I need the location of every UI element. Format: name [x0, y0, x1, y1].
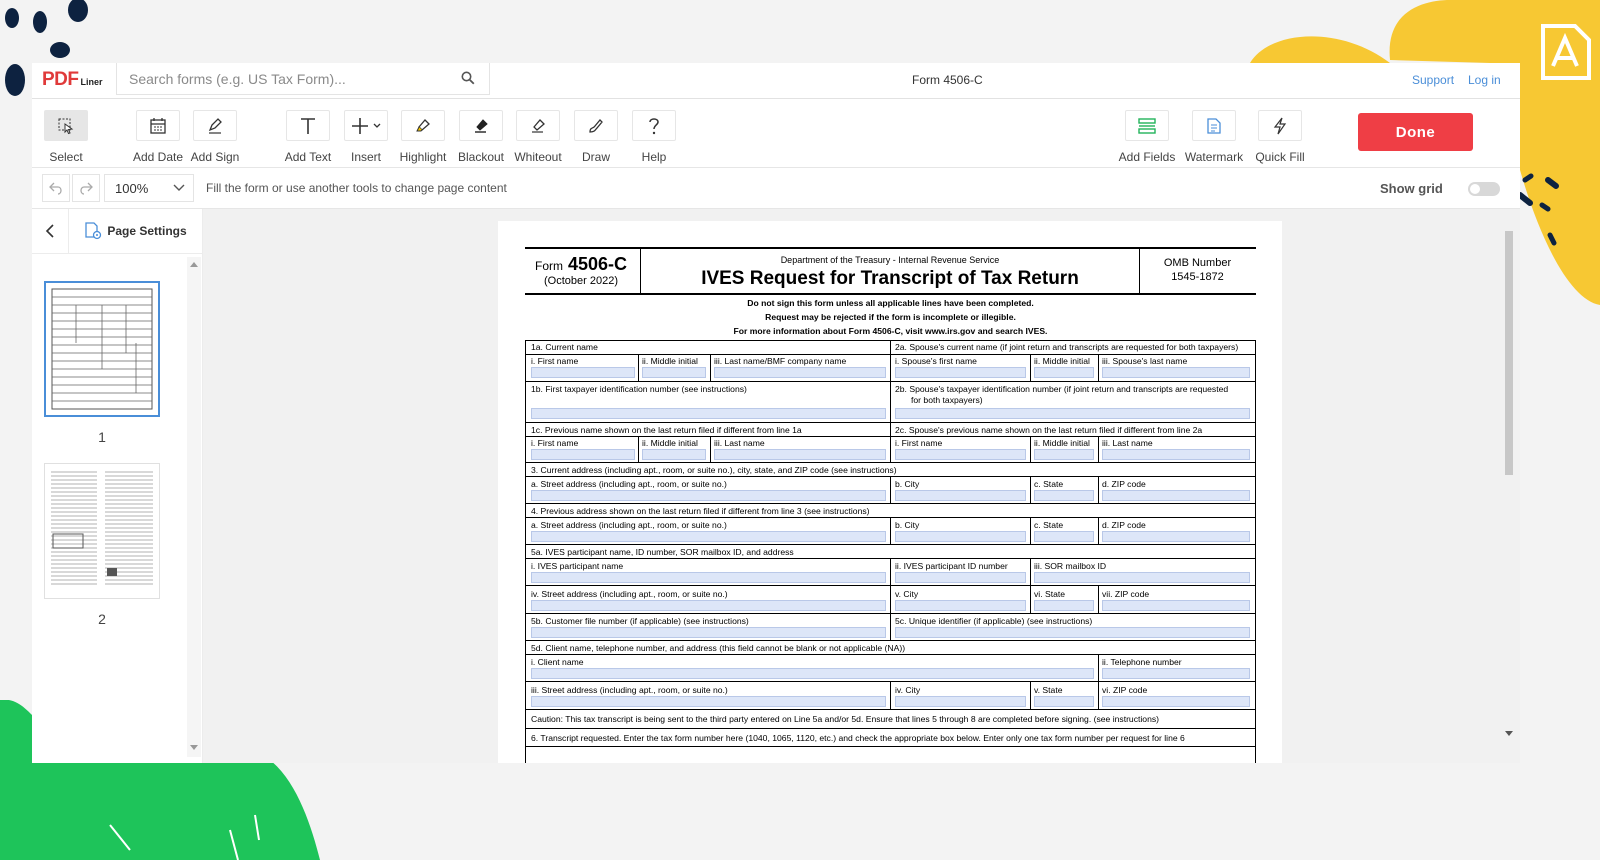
show-grid-label: Show grid [1380, 181, 1443, 196]
tool-label: Insert [350, 150, 381, 164]
document-page[interactable] [498, 221, 1282, 763]
label-3c: c. State [1034, 479, 1064, 489]
label-1b: 1b. First taxpayer identification number (see instructions) [531, 384, 747, 394]
client-zip-field[interactable] [1102, 696, 1250, 707]
current-zip-field[interactable] [1102, 490, 1250, 501]
previous-zip-field[interactable] [1102, 531, 1250, 542]
collapse-sidebar-button[interactable] [32, 209, 69, 254]
ives-street-field[interactable] [531, 600, 886, 611]
form-title: IVES Request for Transcript of Tax Return [701, 268, 1079, 289]
label-middle-initial: ii. Middle initial [642, 356, 698, 366]
omb-number: 1545-1872 [1171, 271, 1224, 283]
label-2b-cont: for both taxpayers) [911, 395, 983, 405]
label-2c: 2c. Spouse's previous name shown on the last return filed if different from line 2a [895, 425, 1203, 435]
text-icon [298, 116, 318, 136]
notice-3: For more information about Form 4506-C, visit www.irs.gov and search IVES. [733, 326, 1048, 336]
document-canvas [203, 209, 1520, 763]
ives-id-field[interactable] [895, 572, 1026, 583]
label-5c: 5c. Unique identifier (if applicable) (see instructions) [895, 616, 1093, 626]
login-link[interactable]: Log in [1468, 73, 1501, 87]
zoom-select[interactable] [104, 174, 194, 202]
label-2a: 2a. Spouse's current name (if joint return and transcripts are requested for both taxpayers) [895, 342, 1239, 352]
top-header [32, 63, 1520, 99]
label-ives-id: ii. IVES participant ID number [895, 561, 1008, 571]
telephone-field[interactable] [1102, 668, 1250, 679]
calendar-icon [149, 117, 167, 135]
add-fields-tool[interactable] [1117, 110, 1177, 164]
department-text: Department of the Treasury - Internal Revenue Service [780, 255, 1000, 265]
label-5a: 5a. IVES participant name, ID number, SOR mailbox ID, and address [531, 547, 794, 557]
label-client-street: iii. Street address (including apt., room, or suite no.) [531, 685, 728, 695]
client-name-field[interactable] [531, 668, 1094, 679]
first-name-field[interactable] [531, 367, 635, 378]
label-client-zip: vi. ZIP code [1102, 685, 1148, 695]
undo-button[interactable] [42, 174, 70, 202]
label-4d: d. ZIP code [1102, 520, 1146, 530]
label-prev-first: i. First name [531, 438, 579, 448]
spouse-last-name-field[interactable] [1102, 367, 1250, 378]
form-date: (October 2022) [544, 275, 618, 287]
ives-zip-field[interactable] [1102, 600, 1250, 611]
current-street-field[interactable] [531, 490, 886, 501]
add-date-tool[interactable] [128, 110, 188, 164]
question-icon [646, 116, 662, 136]
caution-text: Caution: This tax transcript is being sent to the third party entered on Line 5a and/or 5d. Ensure that lines 5 through 8 are completed before signing. (see instructions) [531, 714, 1160, 724]
label-spouse-prev-middle: ii. Middle initial [1034, 438, 1090, 448]
label-3b: b. City [895, 479, 920, 489]
chevron-down-icon [173, 184, 185, 192]
label-prev-last: iii. Last name [714, 438, 765, 448]
previous-street-field[interactable] [531, 531, 886, 542]
help-tool[interactable] [624, 110, 684, 164]
prev-last-name-field[interactable] [714, 449, 886, 460]
ives-state-field[interactable] [1034, 600, 1094, 611]
editor-window [32, 63, 1520, 763]
spouse-prev-first-field[interactable] [895, 449, 1026, 460]
tool-label: Blackout [457, 150, 505, 164]
tool-label: Add Fields [1118, 150, 1176, 164]
label-5d: 5d. Client name, telephone number, and address (this field cannot be blank or not applicable (NA)) [531, 643, 906, 653]
plus-icon [351, 117, 381, 135]
tool-label: Highlight [399, 150, 447, 164]
label-client-state: v. State [1034, 685, 1063, 695]
sub-toolbar [32, 168, 1520, 209]
pen-icon [206, 117, 224, 135]
prev-middle-initial-field[interactable] [642, 449, 706, 460]
spouse-taxpayer-id-field[interactable] [895, 408, 1250, 419]
label-prev-middle: ii. Middle initial [642, 438, 698, 448]
insert-tool[interactable] [336, 110, 396, 164]
quick-fill-tool[interactable] [1250, 110, 1310, 164]
tool-label: Help [641, 150, 667, 164]
canvas-scrollbar-thumb[interactable] [1505, 231, 1513, 475]
scroll-down-icon [190, 745, 198, 751]
taxpayer-id-field[interactable] [531, 408, 886, 419]
label-spouse-last: iii. Spouse's last name [1102, 356, 1188, 366]
customer-file-field[interactable] [531, 627, 886, 638]
sor-mailbox-field[interactable] [1034, 572, 1250, 583]
tool-label: Select [49, 150, 83, 164]
label-ives-name: i. IVES participant name [531, 561, 624, 571]
page-settings-button[interactable]: Page Settings [68, 209, 202, 254]
blackout-icon [472, 117, 490, 135]
label-6: 6. Transcript requested. Enter the tax form number here (1040, 1065, 1120, etc.) and check the appropriate box below. Enter only one tax form number per request for line 6 [531, 733, 1185, 743]
search-icon[interactable] [461, 71, 475, 85]
label-sor-id: iii. SOR mailbox ID [1034, 561, 1107, 571]
page-number-1: 1 [98, 429, 106, 445]
label-3a: a. Street address (including apt., room, or suite no.) [531, 479, 727, 489]
redo-icon [78, 180, 94, 196]
scroll-down-icon[interactable] [1505, 731, 1513, 737]
watermark-icon [1205, 117, 1223, 135]
search-box [116, 63, 490, 95]
client-state-field[interactable] [1034, 696, 1094, 707]
draw-icon [587, 117, 605, 135]
tool-label: Draw [581, 150, 610, 164]
pdfliner-corner-logo-icon [1535, 22, 1595, 82]
label-ives-city: v. City [895, 589, 919, 599]
scroll-up-icon [190, 261, 198, 267]
form-number: 4506-C [568, 254, 628, 274]
label-ives-zip: vii. ZIP code [1102, 589, 1150, 599]
label-4a: a. Street address (including apt., room, or suite no.) [531, 520, 727, 530]
label-telephone: ii. Telephone number [1102, 657, 1182, 667]
label-client-name: i. Client name [531, 657, 584, 667]
pages-sidebar [32, 209, 203, 763]
chevron-left-icon [45, 224, 55, 238]
support-link[interactable]: Support [1412, 73, 1455, 87]
label-first-name: i. First name [531, 356, 579, 366]
sidebar-scrollbar[interactable] [187, 257, 201, 757]
current-city-field[interactable] [895, 490, 1026, 501]
eraser-icon [529, 117, 547, 135]
label-client-city: iv. City [895, 685, 921, 695]
page-thumbnail-1[interactable] [44, 281, 160, 417]
tool-label: Add Text [284, 150, 332, 164]
label-spouse-middle: ii. Middle initial [1034, 356, 1090, 366]
whiteout-tool[interactable] [508, 110, 568, 164]
label-1c: 1c. Previous name shown on the last return filed if different from line 1a [531, 425, 802, 435]
show-grid-toggle[interactable] [1468, 182, 1500, 196]
label-4c: c. State [1034, 520, 1064, 530]
last-name-field[interactable] [714, 367, 886, 378]
prev-first-name-field[interactable] [531, 449, 635, 460]
label-spouse-prev-first: i. First name [895, 438, 943, 448]
select-tool[interactable] [36, 110, 96, 164]
omb-label: OMB Number [1163, 257, 1232, 269]
spouse-prev-last-field[interactable] [1102, 449, 1250, 460]
done-button[interactable]: Done [1358, 113, 1473, 151]
notice-1: Do not sign this form unless all applicable lines have been completed. [747, 298, 1034, 308]
label-4: 4. Previous address shown on the last return filed if different from line 3 (see instructions) [531, 506, 870, 516]
fields-icon [1137, 116, 1157, 136]
cursor-icon [57, 117, 75, 135]
spouse-middle-initial-field[interactable] [1034, 367, 1094, 378]
lightning-icon [1272, 117, 1288, 135]
highlighter-icon [414, 117, 432, 135]
current-state-field[interactable] [1034, 490, 1094, 501]
highlight-tool[interactable] [393, 110, 453, 164]
tool-label: Add Date [132, 150, 184, 164]
tool-label: Watermark [1184, 150, 1244, 164]
spouse-first-name-field[interactable] [895, 367, 1026, 378]
add-text-tool[interactable] [278, 110, 338, 164]
label-ives-state: vi. State [1034, 589, 1066, 599]
form-word: Form [535, 259, 563, 273]
previous-state-field[interactable] [1034, 531, 1094, 542]
label-3: 3. Current address (including apt., room, or suite no.), city, state, and ZIP code (see instructions) [531, 465, 897, 475]
label-ives-street: iv. Street address (including apt., room, or suite no.) [531, 589, 728, 599]
label-4b: b. City [895, 520, 920, 530]
redo-button[interactable] [72, 174, 100, 202]
client-city-field[interactable] [895, 696, 1026, 707]
watermark-tool[interactable] [1184, 110, 1244, 164]
page-settings-icon [83, 221, 103, 241]
previous-city-field[interactable] [895, 531, 1026, 542]
label-2b: 2b. Spouse's taxpayer identification number (if joint return and transcripts are requested [895, 384, 1229, 394]
ives-city-field[interactable] [895, 600, 1026, 611]
spouse-prev-middle-field[interactable] [1034, 449, 1094, 460]
ives-name-field[interactable] [531, 572, 886, 583]
unique-identifier-field[interactable] [895, 627, 1250, 638]
client-street-field[interactable] [531, 696, 886, 707]
label-5b: 5b. Customer file number (if applicable) (see instructions) [531, 616, 749, 626]
blackout-tool[interactable] [451, 110, 511, 164]
label-spouse-prev-last: iii. Last name [1102, 438, 1153, 448]
pdfliner-logo[interactable]: PDF Liner [42, 69, 103, 90]
middle-initial-field[interactable] [642, 367, 706, 378]
document-title: Form 4506-C [912, 73, 983, 87]
label-3d: d. ZIP code [1102, 479, 1146, 489]
add-sign-tool[interactable] [185, 110, 245, 164]
page-thumbnail-2[interactable] [44, 463, 160, 599]
undo-icon [48, 180, 64, 196]
label-last-name-bmf: iii. Last name/BMF company name [714, 356, 847, 366]
tool-label: Add Sign [190, 150, 240, 164]
page-number-2: 2 [98, 611, 106, 627]
zoom-value: 100% [115, 181, 149, 196]
tool-label: Whiteout [514, 150, 562, 164]
tool-label: Quick Fill [1255, 150, 1305, 164]
label-1a: 1a. Current name [531, 342, 598, 352]
search-input[interactable] [127, 70, 451, 88]
label-spouse-first: i. Spouse's first name [895, 356, 977, 366]
notice-2: Request may be rejected if the form is incomplete or illegible. [765, 312, 1016, 322]
draw-tool[interactable] [566, 110, 626, 164]
hint-text: Fill the form or use another tools to change page content [206, 181, 507, 195]
toolbar [32, 99, 1520, 168]
